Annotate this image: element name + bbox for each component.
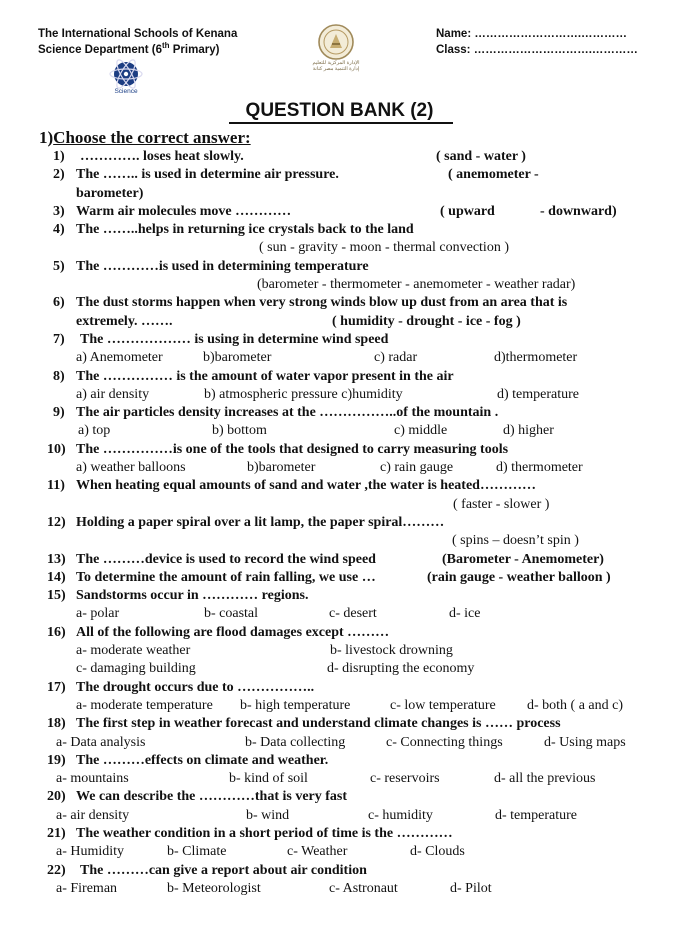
- question-number: 8): [53, 368, 65, 384]
- choice: d- Pilot: [450, 880, 492, 896]
- question-row: [0, 404, 679, 422]
- name-field: Name: ……………………….…………: [436, 28, 628, 40]
- question-row: [0, 294, 679, 312]
- question-text: The …………is used in determining temperature: [76, 258, 369, 274]
- question-list: [0, 148, 679, 898]
- choice: a- moderate weather: [76, 643, 191, 659]
- question-text: The air particles density increases at the ……………..of the mountain .: [76, 405, 499, 421]
- department-sup: th: [162, 41, 170, 51]
- options-row: [0, 239, 679, 257]
- choices-row: [0, 807, 679, 825]
- question-number: 3): [53, 203, 65, 219]
- answer-options-continued: barometer): [76, 185, 144, 201]
- choice: c- reservoirs: [370, 771, 440, 787]
- answer-option: ( upward: [440, 203, 495, 219]
- science-atom-logo-icon: [104, 59, 148, 103]
- choice: c) rain gauge: [380, 460, 454, 476]
- choice: a) Anemometer: [76, 350, 163, 366]
- school-name: The International Schools of Kenana: [38, 28, 238, 40]
- choice: b- kind of soil: [229, 771, 308, 787]
- question-text-continued: extremely. …….: [76, 313, 173, 329]
- choice: c- Weather: [287, 844, 348, 860]
- answer-options: ( sand - water ): [436, 149, 526, 164]
- question-row: [0, 368, 679, 386]
- choice: c- humidity: [368, 807, 433, 823]
- question-text: …………. loses heat slowly.: [80, 149, 244, 164]
- choice: b)barometer: [203, 350, 272, 366]
- question-row: [0, 752, 679, 770]
- choices-row: [0, 642, 679, 660]
- question-text: Holding a paper spiral over a lit lamp, the paper spiral………: [76, 514, 445, 530]
- question-row: [0, 551, 679, 569]
- question-number: 2): [53, 167, 65, 183]
- question-number: 14): [47, 569, 66, 585]
- question-text: Sandstorms occur in ………… regions.: [76, 588, 309, 604]
- choice: a- polar: [76, 606, 120, 622]
- question-row: [0, 788, 679, 806]
- choice: d- temperature: [495, 807, 578, 823]
- choice: b- wind: [246, 807, 290, 823]
- choice: c- Connecting things: [386, 734, 503, 750]
- answer-options: ( sun - gravity - moon - thermal convection ): [259, 240, 509, 256]
- choices-row: [0, 605, 679, 623]
- choices-row: [0, 660, 679, 678]
- question-text: We can describe the …………that is very fast: [76, 789, 348, 805]
- question-number: 20): [47, 789, 66, 805]
- question-row: [0, 679, 679, 697]
- choice: b)barometer: [247, 460, 316, 476]
- ministry-caption-line-2: إدارة التنمية مصر كنانة: [312, 66, 360, 72]
- choice: a- Data analysis: [56, 734, 146, 750]
- question-number: 19): [47, 752, 66, 768]
- options-row: [0, 496, 679, 514]
- choice: c- low temperature: [390, 697, 496, 713]
- department-text: Science Department (6: [38, 44, 162, 56]
- answer-options: ( faster - slower ): [453, 496, 550, 512]
- question-number: 6): [53, 295, 65, 311]
- choice: c- Astronaut: [329, 880, 398, 896]
- question-text: Warm air molecules move …………: [76, 203, 292, 219]
- choice: a- moderate temperature: [76, 697, 213, 713]
- question-text: The ………effects on climate and weather.: [76, 752, 329, 768]
- choices-row: [0, 459, 679, 477]
- choices-row: [0, 386, 679, 404]
- question-text: The ……..helps in returning ice crystals back to the land: [76, 222, 414, 238]
- choice: c) middle: [394, 423, 448, 439]
- choice: b) bottom: [212, 423, 267, 439]
- question-number: 21): [47, 825, 66, 841]
- choice: c- damaging building: [76, 661, 196, 677]
- choices-row: [0, 880, 679, 898]
- answer-options: ( anemometer -: [448, 167, 539, 183]
- question-number: 13): [47, 551, 66, 567]
- answer-options: (barometer - thermometer - anemometer - weather radar): [257, 277, 576, 293]
- question-row: [0, 148, 679, 166]
- department-name: [38, 42, 219, 58]
- choices-row: [0, 770, 679, 788]
- choice: d)thermometer: [494, 350, 578, 366]
- question-row: [0, 825, 679, 843]
- choice: b- high temperature: [240, 697, 351, 713]
- options-row: [0, 532, 679, 550]
- choices-row: [0, 422, 679, 440]
- question-row: [0, 587, 679, 605]
- choice: d- ice: [449, 606, 481, 622]
- choices-row: [0, 697, 679, 715]
- question-text: The …………… is the amount of water vapor present in the air: [76, 368, 454, 384]
- question-text: To determine the amount of rain falling, we use …: [76, 569, 376, 585]
- answer-options: ( spins – doesn’t spin ): [452, 533, 579, 549]
- ministry-caption-line-1: الإدارة المركزية للتعليم: [312, 60, 360, 66]
- choice: b- Climate: [167, 844, 227, 860]
- question-number: 16): [47, 624, 66, 640]
- question-row: [0, 862, 679, 880]
- question-number: 15): [47, 588, 66, 604]
- question-text: All of the following are flood damages except ………: [76, 624, 390, 640]
- section-number: 1): [39, 128, 54, 147]
- question-text: The drought occurs due to ……………..: [76, 679, 315, 695]
- question-row: [0, 258, 679, 276]
- choice: a) air density: [76, 386, 150, 402]
- choice: a- air density: [56, 807, 130, 823]
- section-heading-text: Choose the correct answer:: [53, 128, 251, 147]
- choices-row: [0, 843, 679, 861]
- choice: b- Meteorologist: [167, 880, 261, 896]
- question-number: 9): [53, 405, 65, 421]
- question-row: [0, 477, 679, 495]
- question-number: 18): [47, 716, 66, 732]
- choice: d- disrupting the economy: [327, 661, 475, 677]
- choice: b- livestock drowning: [330, 643, 453, 659]
- choice: a) top: [78, 423, 111, 439]
- choice: a- mountains: [56, 771, 129, 787]
- question-continuation: [0, 185, 679, 203]
- question-continuation: [0, 313, 679, 331]
- options-row: [0, 276, 679, 294]
- choice: d- Clouds: [410, 844, 465, 860]
- choice: c- desert: [329, 606, 377, 622]
- question-text: The ………can give a report about air condition: [80, 862, 367, 878]
- question-number: 4): [53, 222, 65, 238]
- question-text: The ………device is used to record the wind speed: [76, 551, 376, 567]
- choice: c) radar: [374, 350, 418, 366]
- choice: d) temperature: [497, 386, 580, 402]
- department-text-end: Primary): [169, 44, 220, 56]
- question-text: The weather condition in a short period of time is the …………: [76, 825, 453, 841]
- title-underline: [229, 122, 453, 124]
- question-text: The ……………is one of the tools that designed to carry measuring tools: [76, 441, 509, 457]
- choice: a- Fireman: [56, 880, 118, 896]
- question-number: 5): [53, 258, 65, 274]
- question-row: [0, 203, 679, 221]
- question-number: 7): [53, 331, 65, 347]
- choice: a) weather balloons: [76, 460, 186, 476]
- choice: b- Data collecting: [245, 734, 346, 750]
- choice: d) thermometer: [496, 460, 583, 476]
- question-row: [0, 715, 679, 733]
- question-text: When heating equal amounts of sand and water ,the water is heated…………: [76, 478, 536, 494]
- question-row: [0, 441, 679, 459]
- choice: a- Humidity: [56, 844, 125, 860]
- science-logo-label: Science: [114, 88, 138, 95]
- question-row: [0, 569, 679, 587]
- answer-options: ( humidity - drought - ice - fog ): [332, 313, 521, 329]
- answer-options: (Barometer - Anemometer): [442, 551, 604, 567]
- section-heading: [39, 127, 251, 149]
- question-text: The dust storms happen when very strong winds blow up dust from an area that is: [76, 295, 568, 311]
- class-field: Class: ………………………….…………: [436, 44, 638, 56]
- question-row: [0, 624, 679, 642]
- choice: b) atmospheric pressure c)humidity: [204, 386, 403, 402]
- question-number: 17): [47, 679, 66, 695]
- question-row: [0, 331, 679, 349]
- answer-options: (rain gauge - weather balloon ): [427, 569, 611, 585]
- question-row: [0, 514, 679, 532]
- question-number: 10): [47, 441, 66, 457]
- choice: d- Using maps: [544, 734, 626, 750]
- choice: d) higher: [503, 423, 554, 439]
- question-row: [0, 166, 679, 184]
- choices-row: [0, 349, 679, 367]
- question-number: 12): [47, 514, 66, 530]
- question-text: The ……………… is using in determine wind speed: [80, 331, 389, 347]
- question-number: 1): [53, 149, 65, 164]
- question-row: [0, 221, 679, 239]
- page-title: QUESTION BANK (2): [245, 100, 434, 121]
- question-number: 22): [47, 862, 66, 878]
- choice: b- coastal: [204, 606, 259, 622]
- choice: d- both ( a and c): [527, 697, 624, 713]
- answer-option: - downward): [540, 203, 617, 219]
- question-number: 11): [47, 478, 65, 494]
- choices-row: [0, 734, 679, 752]
- question-text: The …….. is used in determine air pressure.: [76, 167, 339, 183]
- choice: d- all the previous: [494, 771, 596, 787]
- question-text: The first step in weather forecast and understand climate changes is …… process: [76, 716, 561, 732]
